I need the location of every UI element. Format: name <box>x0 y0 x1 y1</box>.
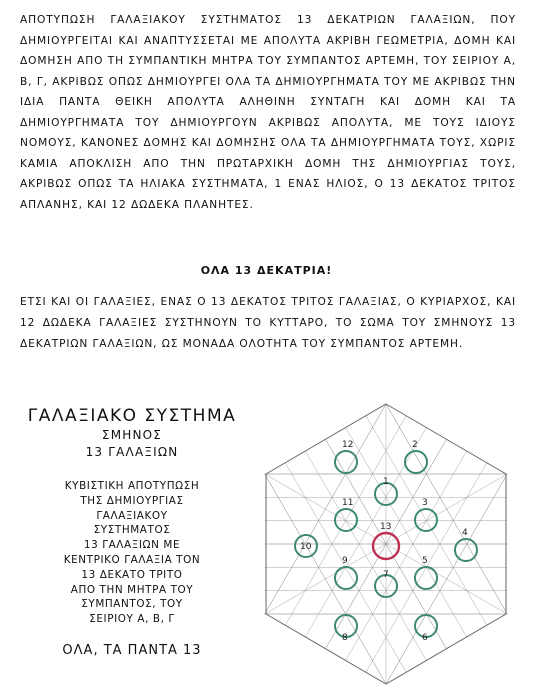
second-paragraph: ΕΤΣΙ ΚΑΙ ΟΙ ΓΑΛΑΞΙΕΣ, ΕΝΑΣ Ο 13 ΔΕΚΑΤΟΣ ΤΡΙΤΟΣ ΓΑΛΑΞΙΑΣ, Ο ΚΥΡΙΑΡΧΟΣ, ΚΑΙ 12 ΔΩΔΕΚΑ ΓΑΛΑΞΙΕΣ ΣΥΣΤΗΝΟΥΝ ΤΟ ΚΥΤΤΑΡΟ, ΤΟ ΣΩΜΑ ΤΟΥ ΣΜΗΝΟΥΣ 13 ΔΕΚΑΤΡΙΩΝ ΓΑΛΑΞΙΩΝ, ΩΣ ΜΟΝΑΔΑ ΟΛΟΤΗΤΑ ΤΟΥ ΣΥΜΠΑΝΤΟΣ ΑΡΤΕΜΗ. <box>20 296 516 350</box>
figure-description-line: ΤΗΣ ΔΗΜΙΟΥΡΓΙΑΣ <box>80 494 184 507</box>
galaxy-node-label: 8 <box>342 633 348 643</box>
figure-description-line: ΚΕΝΤΡΙΚΟ ΓΑΛΑΞΙΑ ΤΟΝ <box>63 553 201 566</box>
grid-diagonal <box>265 474 386 684</box>
galaxy-node-label: 6 <box>422 633 428 643</box>
central-galaxy-node-label: 13 <box>380 522 392 532</box>
figure-title: ΓΑΛΑΞΙΑΚΟ ΣΥΣΤΗΜΑ <box>27 406 237 426</box>
galaxy-node <box>335 567 357 589</box>
galaxy-node-label: 1 <box>383 477 389 487</box>
section-heading: ΟΛΑ 13 ΔΕΚΑΤΡΙΑ! <box>200 264 333 277</box>
galaxy-node-label: 5 <box>422 556 428 566</box>
galaxy-node <box>405 451 427 473</box>
figure-description-line: 13 ΓΑΛΑΞΙΩΝ ΜΕ <box>83 539 181 552</box>
grid-radial <box>325 439 386 544</box>
figure-description-line: ΑΠΟ ΤΗΝ ΜΗΤΡΑ ΤΟΥ <box>70 583 194 596</box>
figure-description <box>18 479 246 627</box>
galaxy-node-label: 7 <box>383 570 389 580</box>
grid-radial <box>386 439 447 544</box>
figure-description-line: 13 ΔΕΚΑΤΟ ΤΡΙΤΟ <box>81 568 183 581</box>
figure-caption-block <box>18 406 246 658</box>
figure-footer: ΟΛΑ, ΤΑ ΠΑΝΤΑ 13 <box>62 642 202 658</box>
galaxy-node <box>335 451 357 473</box>
figure-description-line: ΣΥΣΤΗΜΑΤΟΣ <box>93 524 171 537</box>
figure-description-line: ΓΑΛΑΞΙΑΚΟΥ <box>96 509 168 522</box>
galaxy-node-label: 10 <box>300 542 312 552</box>
galaxy-node <box>415 567 437 589</box>
figure-description-line: ΚΥΒΙΣΤΙΚΗ ΑΠΟΤΥΠΩΣΗ <box>64 480 200 492</box>
galaxy-node-label: 9 <box>342 556 348 566</box>
galaxy-node-label: 3 <box>422 498 428 508</box>
galaxy-node-label: 2 <box>412 440 418 450</box>
grid-radial <box>386 544 447 649</box>
galaxy-node-label: 4 <box>462 528 468 538</box>
figure-description-line: ΣΥΜΠΑΝΤΟΣ, ΤΟΥ <box>81 598 183 611</box>
galaxy-system-diagram <box>254 398 522 692</box>
galaxy-node-label: 12 <box>342 440 354 450</box>
figure-subtitle-swarm: ΣΜΗΝΟΣ <box>101 428 163 442</box>
intro-paragraph: ΑΠΟΤΥΠΩΣΗ ΓΑΛΑΞΙΑΚΟΥ ΣΥΣΤΗΜΑΤΟΣ 13 ΔΕΚΑΤΡΙΩΝ ΓΑΛΑΞΙΩΝ, ΠΟΥ ΔΗΜΙΟΥΡΓΕΙΤΑΙ ΚΑΙ ΑΝΑΠΤΥΣΣΕΤΑΙ ΜΕ ΑΠΟΛΥΤΑ ΑΚΡΙΒΗ ΓΕΩΜΕΤΡΙΑ, ΔΟΜΗ ΚΑΙ ΔΟΜΗΣΗ ΑΠΟ ΤΗ ΣΥΜΠΑΝΤΙΚΗ ΜΗΤΡΑ ΤΟΥ ΣΥΜΠΑΝΤΟΣ ΑΡΤΕΜΗ, ΤΟΥ ΣΕΙΡΙΟΥ Α, Β, Γ, ΑΚΡΙΒΩΣ ΟΠΩΣ ΔΗΜΙΟΥΡΓΕΙ ΟΛΑ ΤΑ ΔΗΜΙΟΥΡΓΗΜΑΤΑ ΤΟΥ ΜΕ ΑΚΡΙΒΩΣ ΤΗΝ ΙΔΙΑ ΠΑΝΤΑ ΘΕΙΚΗ ΑΠΟΛΥΤΑ ΑΛΗΘΙΝΗ ΣΥΝΤΑΓΗ ΚΑΙ ΔΟΜΗ ΚΑΙ ΤΑ ΔΗΜΙΟΥΡΓΗΜΑΤΑ ΤΟΥ ΔΗΜΙΟΥΡΓΟΥΝ ΑΚΡΙΒΩΣ ΑΠΟΛΥΤΑ, ΜΕ ΤΟΥΣ ΙΔΙΟΥΣ ΝΟΜΟΥΣ, ΚΑΝΟΝΕΣ ΔΟΜΗΣ ΚΑΙ ΔΟΜΗΣΗΣ ΟΛΑ ΤΑ ΔΗΜΙΟΥΡΓΗΜΑΤΑ ΤΟΥΣ, ΧΩΡΙΣ ΚΑΜΙΑ ΑΠΟΚΛΙΣΗ ΑΠΟ ΤΗΝ ΠΡΩΤΑΡΧΙΚΗ ΔΟΜΗ ΤΗΣ ΔΗΜΙΟΥΡΓΙΑΣ ΤΟΥΣ, ΑΚΡΙΒΩΣ ΟΠΩΣ ΤΑ ΗΛΙΑΚΑ ΣΥΣΤΗΜΑΤΑ, 1 ΕΝΑΣ ΗΛΙΟΣ, Ο 13 ΔΕΚΑΤΟΣ ΤΡΙΤΟΣ ΑΠΛΑΝΗΣ, ΚΑΙ 12 ΔΩΔΕΚΑ ΠΛΑΝΗΤΕΣ. <box>20 14 516 211</box>
grid-radial <box>325 544 386 649</box>
figure-subtitle-galaxies: 13 ΓΑΛΑΞΙΩΝ <box>85 445 179 459</box>
galaxy-node-label: 11 <box>342 498 354 508</box>
figure-description-line: ΣΕΙΡΙΟΥ Α, Β, Γ <box>89 613 175 626</box>
